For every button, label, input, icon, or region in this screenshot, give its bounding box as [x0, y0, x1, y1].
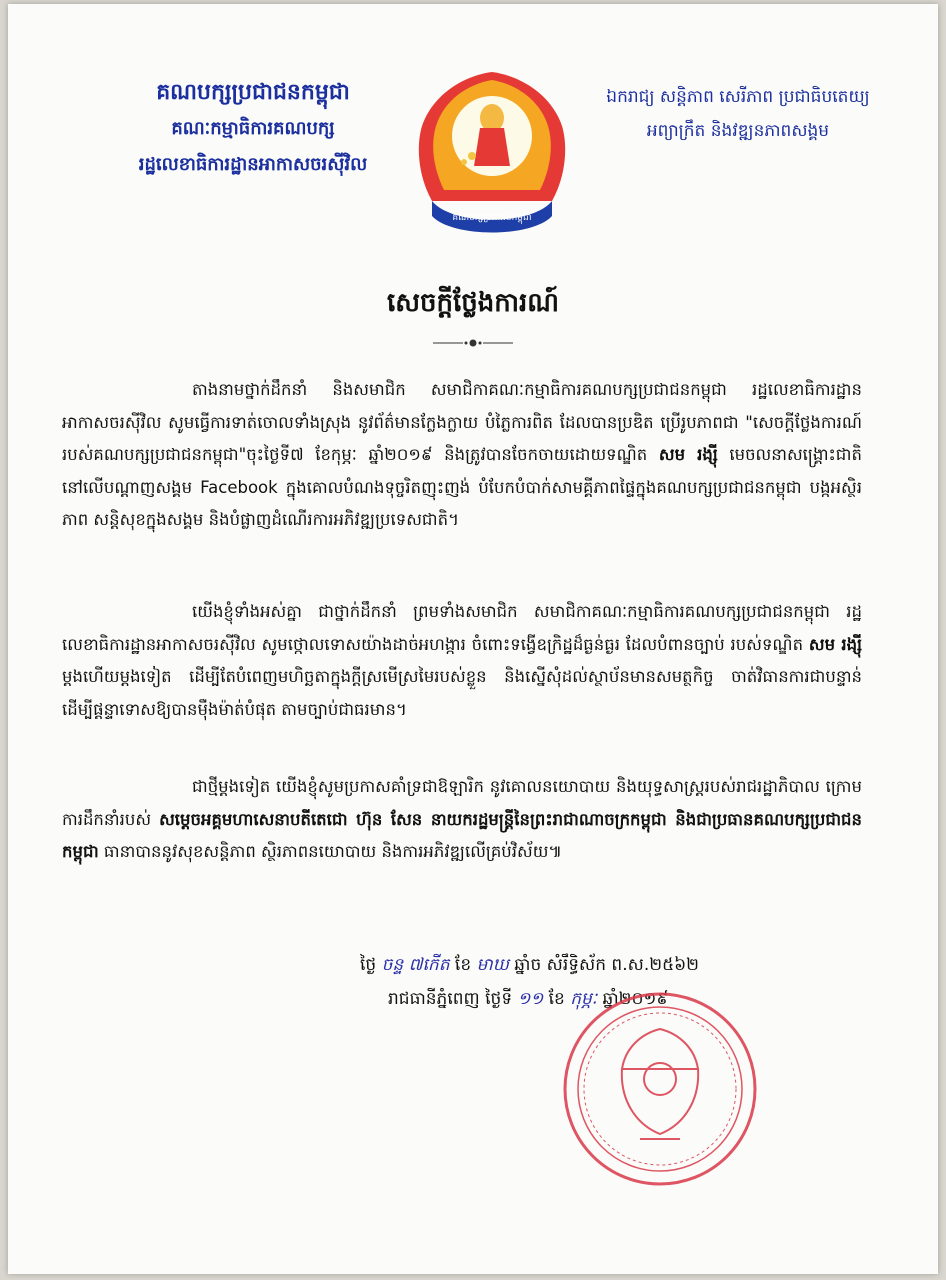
paragraph-3-rest: ធានាបាននូវសុខសន្តិភាព ស្ថិរភាពនយោបាយ និងការអភិវឌ្ឍលើគ្រប់វិស័យ៕	[103, 842, 563, 861]
paragraph-2-name: សម រង្ស៊ី	[808, 634, 863, 654]
paragraph-1-name: សម រង្ស៊ី	[658, 445, 718, 464]
logo-text: គណបក្សប្រជាជនកម្ពុជា	[452, 213, 532, 223]
document-page	[8, 4, 938, 1274]
paragraph-2	[62, 596, 862, 726]
committee-name: គណៈកម្មាធិការគណបក្ស	[171, 118, 335, 139]
party-name: គណបក្សប្រជាជនកម្ពុជា	[156, 80, 350, 105]
paragraph-3-text: ជាថ្មីម្តងទៀត យើងខ្ញុំសូមប្រកាសគាំទ្រជាឱឡារិក នូវគោលនយោបាយ និងយុទ្ធសាស្ត្ររបស់រាជរដ្ឋាភិបាល ក្រោមការដឹកនាំរបស់	[62, 777, 862, 829]
month-handwritten: មាឃ	[476, 955, 509, 975]
ornament-divider-icon	[433, 337, 513, 349]
motto-line-1: ឯករាជ្យ សន្តិភាព សេរីភាព ប្រជាធិបតេយ្យ	[606, 87, 870, 107]
paragraph-2-rest: ម្តងហើយម្តងទៀត ដើម្បីតែបំពេញមហិច្ឆតាក្នុងក្តីស្រមើស្រមៃរបស់ខ្លួន និងស្នើសុំដល់ស្ថាប័នមានសមត្ថកិច្ច ចាត់វិធានការជាបន្ទាន់ ដើម្បីផ្តន្ទាទោសឱ្យបានម៉ឺងម៉ាត់បំផុត តាមច្បាប់ជាធរមាន។	[62, 667, 862, 719]
month2-handwritten: កុម្ភៈ	[570, 989, 598, 1009]
day-handwritten: ១១	[517, 989, 544, 1009]
paragraph-2-text: យើងខ្ញុំទាំងអស់គ្នា ជាថ្នាក់ដឹកនាំ ព្រមទាំងសមាជិក សមាជិកាគណៈកម្មាធិការគណបក្សប្រជាជនកម្ពុជា រដ្ឋលេខាធិការដ្ឋានអាកាសចរស៊ីវិល សូមថ្កោលទោសយ៉ាងដាច់អហង្ការ ចំពោះទង្វើឧក្រិដ្ឋដ៏ធ្ងន់ធ្ងរ ដែលបំពានច្បាប់ របស់ទណ្ឌិត	[62, 602, 862, 654]
paragraph-1-rest: មេចលនាសង្គ្រោះជាតិ នៅលើបណ្តាញសង្គម Facebook ក្នុងគោលបំណងទុច្ចរិតញុះញង់ បំបែកបំបាក់សាមគ្គីភាពផ្ទៃក្នុងគណបក្សប្រជាជនកម្ពុជា បង្កអស្ថិរភាព សន្តិសុខក្នុងសង្គម និងបំផ្លាញដំណើរការអភិវឌ្ឍប្រទេសជាតិ។	[62, 445, 862, 529]
paragraph-1-text: តាងនាមថ្នាក់ដឹកនាំ និងសមាជិក សមាជិកាគណៈកម្មាធិការគណបក្សប្រជាជនកម្ពុជា រដ្ឋលេខាធិការដ្ឋានអាកាសចរស៊ីវិល សូមធ្វើការទាត់ចោលទាំងស្រុង នូវព័ត៌មានក្លែងក្លាយ បំភ្លៃការពិត ដែលបានប្រឌិត ប្រើរូបភាពជា "សេចក្តីថ្លែងការណ៍របស់គណបក្សប្រជាជនកម្ពុជា"ចុះថ្ងៃទី៧ ខែកុម្ភៈ ឆ្នាំ២០១៩ និងត្រូវបានចែកចាយដោយទណ្ឌិត	[62, 380, 862, 464]
place-prefix: រាជធានីភ្នំពេញ ថ្ងៃទី	[388, 989, 513, 1009]
lunar-prefix: ថ្ងៃ	[360, 955, 377, 975]
paragraph-1	[62, 374, 862, 537]
lunar-date-line	[360, 954, 870, 979]
document-title: សេចក្តីថ្លែងការណ៍	[386, 288, 560, 318]
paragraph-3-bold: សម្តេចអគ្គមហាសេនាបតីតេជោ ហ៊ុន សែន នាយករដ្ឋមន្ត្រីនៃព្រះរាជាណាចក្រកម្ពុជា និងជាប្រធានគណបក្សប្រជាជនកម្ពុជា	[62, 809, 862, 861]
paragraph-3	[62, 771, 862, 869]
motto-line-2: អព្យាក្រឹត និងវឌ្ឍនភាពសង្គម	[646, 121, 830, 141]
official-seal-icon	[560, 989, 760, 1189]
lunar-handwritten: ចន្ទ ៧កើត	[381, 955, 450, 975]
party-header	[118, 74, 388, 184]
secretariat-name: រដ្ឋលេខាធិការដ្ឋានអាកាសចរស៊ីវិល	[138, 154, 368, 175]
party-logo-icon	[392, 66, 592, 246]
month-prefix: ខែ	[454, 955, 472, 975]
month2-prefix: ខែ	[548, 989, 565, 1009]
year-text: ឆ្នាំ២០១៩	[602, 989, 669, 1009]
lunar-suffix: ឆ្នាំច សំរឹទ្ធិស័ក ព.ស.២៥៦២	[514, 955, 700, 975]
national-motto	[593, 80, 883, 148]
